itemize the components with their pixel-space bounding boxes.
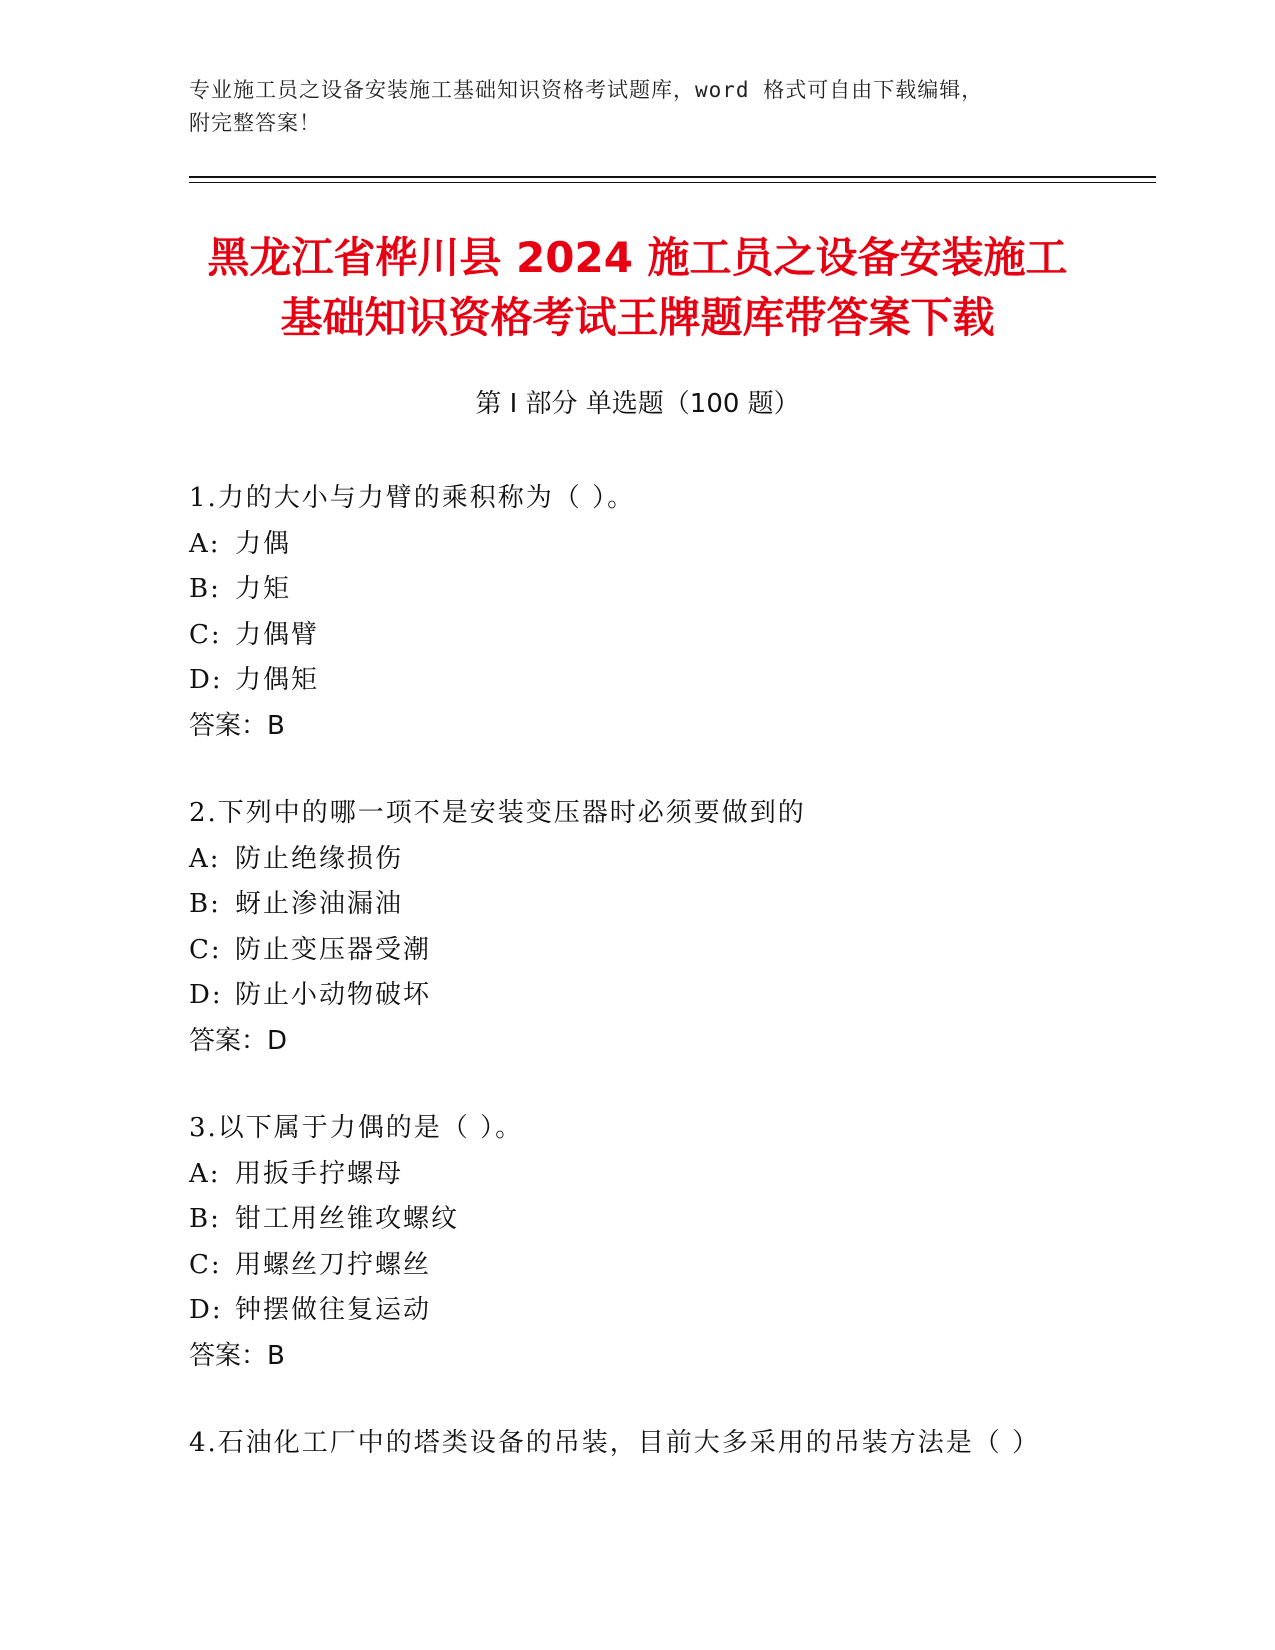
option-letter: B: [189,1204,221,1234]
option-letter: C: [189,1249,222,1280]
option-b [189,882,1149,928]
question-4 [189,1421,1149,1467]
option-letter: C: [189,934,222,965]
option-text: 力偶 [235,528,292,559]
document-title-line-1: 黑龙江省桦川县 2024 施工员之设备安装施工 [207,233,1068,282]
option-text: 力偶臂 [235,619,320,650]
question-2 [189,791,1149,1064]
option-letter: B: [189,574,221,604]
option-d [189,1288,1149,1334]
option-d [189,658,1149,704]
option-text: 用扳手拧螺母 [235,1158,404,1189]
option-letter: D: [189,1295,223,1325]
option-text: 力矩 [235,574,292,604]
header-note-line-2: 附完整答案！ [189,111,321,135]
option-b [189,1197,1149,1243]
option-a [189,522,1149,568]
document-title-line-2: 基础知识资格考试王牌题库带答案下载 [280,293,995,342]
question-list [189,476,1149,1509]
option-letter: D: [189,980,223,1010]
question-1 [189,476,1149,749]
question-text: 2.下列中的哪一项不是安装变压器时必须要做到的 [189,798,806,828]
option-text: 钟摆做往复运动 [235,1295,432,1325]
option-c [189,928,1149,974]
document-title [120,228,1155,348]
option-text: 用螺丝刀拧螺丝 [235,1249,432,1280]
option-letter: A: [189,528,221,559]
option-a [189,837,1149,883]
option-text: 力偶矩 [235,665,320,695]
header-divider-thin [189,182,1156,183]
option-letter: D: [189,665,223,695]
answer-text: 答案：D [189,1025,288,1056]
question-text: 1.力的大小与力臂的乘积称为（ ）。 [189,483,636,513]
answer-text: 答案：B [189,1340,285,1371]
option-text: 蚜止渗油漏油 [235,889,404,919]
option-text: 防止绝缘损伤 [235,843,404,874]
answer-text: 答案：B [189,710,285,741]
question-3 [189,1106,1149,1379]
option-a [189,1152,1149,1198]
option-text: 防止小动物破坏 [235,980,432,1010]
option-letter: A: [189,843,221,874]
section-heading: 第 I 部分 单选题（100 题） [475,389,800,419]
header-note-line-1: 专业施工员之设备安装施工基础知识资格考试题库，word 格式可自由下载编辑， [189,78,984,102]
option-c [189,1243,1149,1289]
question-text: 4.石油化工厂中的塔类设备的吊装，目前大多采用的吊装方法是（ ） [189,1428,1041,1458]
document-header-note [189,74,1069,140]
option-text: 钳工用丝锥攻螺纹 [235,1204,460,1234]
option-letter: A: [189,1158,221,1189]
option-letter: C: [189,619,222,650]
option-letter: B: [189,889,221,919]
option-text: 防止变压器受潮 [235,934,432,965]
question-text: 3.以下属于力偶的是（ ）。 [189,1113,524,1143]
option-b [189,567,1149,613]
option-c [189,613,1149,659]
option-d [189,973,1149,1019]
header-divider-thick [189,176,1156,178]
